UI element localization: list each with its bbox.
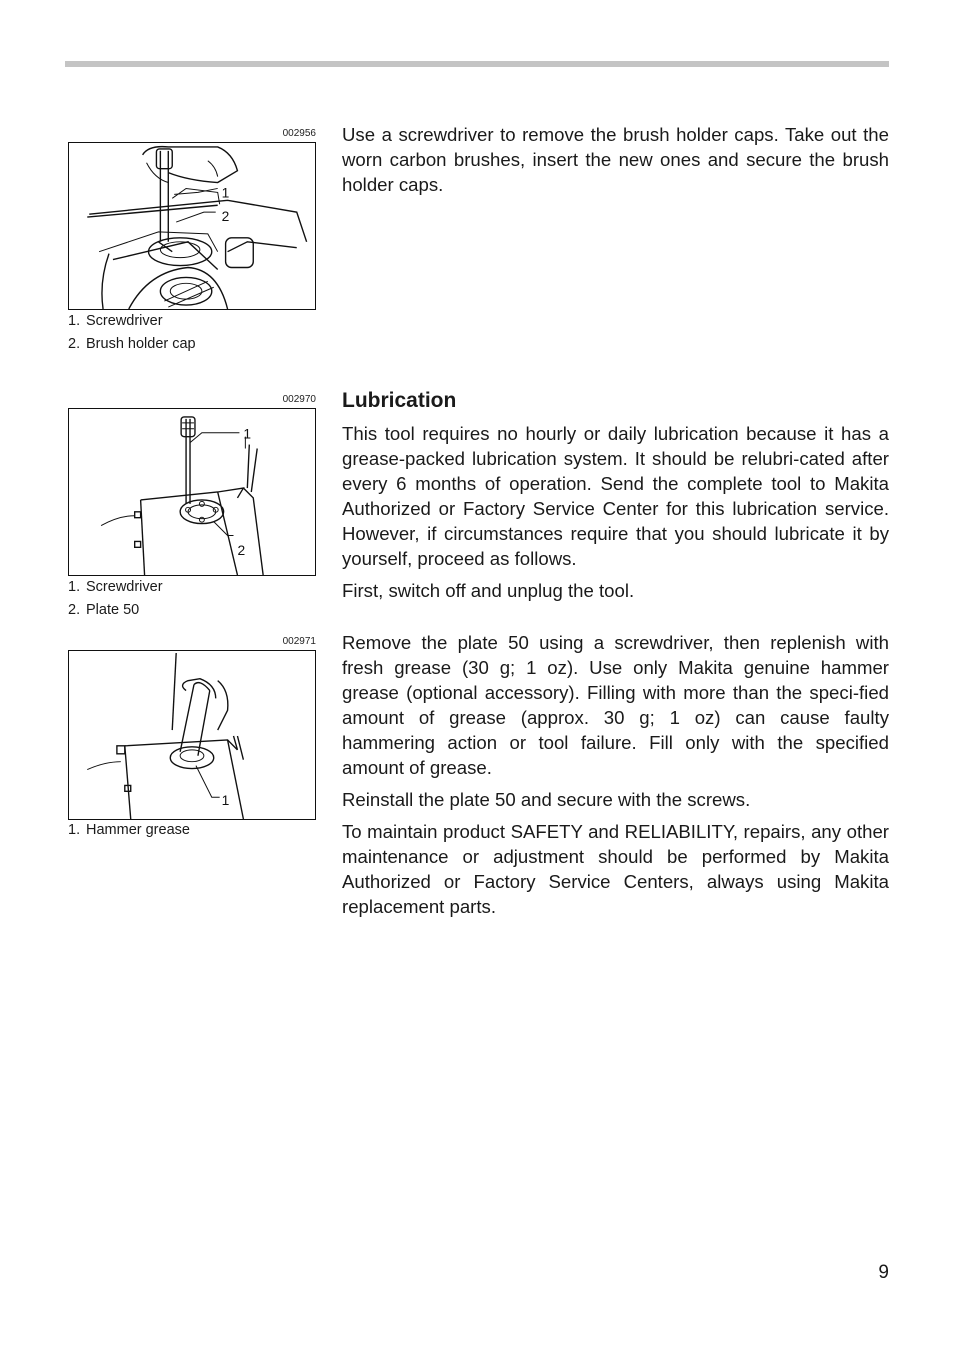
- lubrication-paragraph: First, switch off and unplug the tool.: [342, 580, 635, 601]
- illustration-brush-holder: [68, 142, 316, 310]
- figure-captions: [68, 310, 196, 356]
- callout-1: 1: [243, 425, 252, 442]
- callout-2: 2: [221, 208, 230, 225]
- figure-code: 002971: [282, 636, 316, 647]
- section-heading-lubrication: Lubrication: [342, 389, 457, 412]
- caption-item: 1. Screwdriver: [68, 579, 163, 595]
- figure-brush-holder: [68, 128, 316, 360]
- lubrication-text: [342, 421, 889, 919]
- brush-paragraph: Use a screwdriver to remove the brush holder caps. Take out the worn carbon brushes, insert the new ones and secure the brush holder caps.: [342, 124, 889, 195]
- figure-plate: [68, 394, 316, 626]
- lubrication-paragraph: Remove the plate 50 using a screwdriver, then replenish with fresh grease (30 g; 1 oz). Use only Makita genuine hammer grease (optional accessory). Filling with more than the speci-fied amount of grease (approx. 30 g; 1 oz) can cause faulty hammering action or tool failure. Fill only with the specified amount of grease.: [342, 632, 889, 778]
- lubrication-paragraph: To maintain product SAFETY and RELIABILITY, repairs, any other maintenance or adjustment should be performed by Makita Authorized or Factory Service Centers, always using Makita replacement parts.: [342, 821, 889, 917]
- figure-grease: [68, 636, 316, 846]
- caption-item: 1. Screwdriver: [68, 313, 163, 329]
- figure-code: 002956: [282, 128, 316, 139]
- caption-item: 1. Hammer grease: [68, 822, 190, 838]
- lubrication-paragraph: This tool requires no hourly or daily lubrication because it has a grease-packed lubrication system. It should be relubri-cated after every 6 months of operation. Send the complete tool to Makita Authorized or Factory Service Center for this lubrication service. However, if circumstances require that you should lubricate it by yourself, proceed as follows.: [342, 423, 889, 569]
- callout-1: 1: [221, 792, 230, 809]
- figure-captions: [68, 819, 190, 842]
- figure-captions: [68, 576, 163, 622]
- illustration-plate-removal: [68, 408, 316, 576]
- figure-code: 002970: [282, 394, 316, 405]
- callout-2: 2: [237, 542, 246, 559]
- caption-item: 2. Plate 50: [68, 602, 140, 618]
- page-number: 9: [878, 1262, 889, 1283]
- top-rule: [65, 61, 889, 67]
- caption-item: 2. Brush holder cap: [68, 336, 196, 352]
- lubrication-paragraph: Reinstall the plate 50 and secure with the screws.: [342, 789, 751, 810]
- callout-1: 1: [221, 184, 230, 201]
- illustration-grease-fill: [68, 650, 316, 820]
- brush-instructions: [342, 122, 889, 197]
